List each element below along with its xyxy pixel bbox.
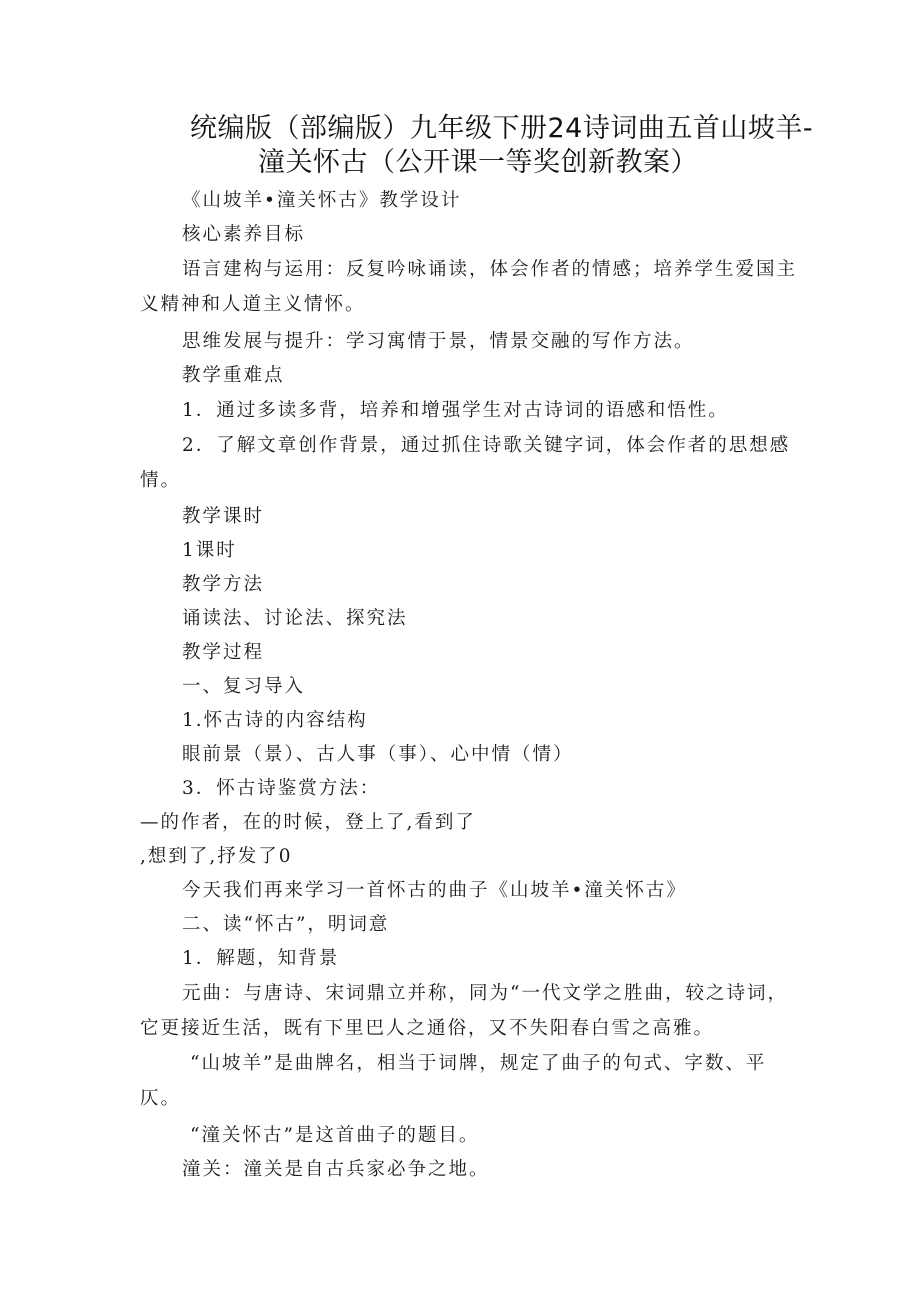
list-item: 1.怀古诗的内容结构 xyxy=(182,710,368,731)
section-heading: 教学课时 xyxy=(182,506,265,527)
paragraph: 潼关：潼关是自古兵家必争之地。 xyxy=(182,1159,490,1180)
paragraph: 元曲：与唐诗、宋词鼎立并称，同为“一代文学之胜曲，较之诗词， xyxy=(182,983,788,1004)
paragraph: 1课时 xyxy=(182,540,237,561)
subtitle: 《山坡羊•潼关怀古》教学设计 xyxy=(182,190,462,211)
paragraph-continuation: 义精神和人道主义情怀。 xyxy=(140,294,366,315)
paragraph: “山坡羊”是曲牌名，相当于词牌，规定了曲子的句式、字数、平 xyxy=(190,1053,767,1074)
subsection-heading: 一、复习导入 xyxy=(182,676,306,697)
section-heading: 教学方法 xyxy=(182,574,265,595)
paragraph-continuation: ,想到了,抒发了0 xyxy=(140,846,293,867)
paragraph: “潼关怀古”是这首曲子的题目。 xyxy=(190,1125,480,1146)
paragraph: 今天我们再来学习一首怀古的曲子《山坡羊•潼关怀古》 xyxy=(182,880,687,901)
paragraph-continuation: 仄。 xyxy=(140,1088,182,1109)
list-item: 3．怀古诗鉴赏方法： xyxy=(182,778,381,799)
paragraph: 诵读法、讨论法、探究法 xyxy=(182,608,408,629)
paragraph: —的作者，在的时候，登上了,看到了 xyxy=(140,812,476,833)
list-item: 2．了解文章创作背景，通过抓住诗歌关键字词，体会作者的思想感 xyxy=(182,435,791,456)
paragraph: 眼前景（景）、古人事（事）、心中情（情） xyxy=(182,744,574,765)
section-heading: 核心素养目标 xyxy=(182,224,306,245)
list-item: 1．解题，知背景 xyxy=(182,948,340,969)
list-item: 1．通过多读多背，培养和增强学生对古诗词的语感和悟性。 xyxy=(182,400,729,421)
document-title-line-2: 潼关怀古（公开课一等奖创新教案） xyxy=(258,147,698,178)
paragraph: 思维发展与提升：学习寓情于景，情景交融的写作方法。 xyxy=(182,331,695,352)
paragraph-continuation: 它更接近生活，既有下里巴人之通俗，又不失阳春白雪之高雅。 xyxy=(140,1018,715,1039)
list-item-continuation: 情。 xyxy=(140,470,182,491)
document-title-line-1: 统编版（部编版）九年级下册24诗词曲五首山坡羊- xyxy=(190,113,814,144)
subsection-heading: 二、读“怀古”，明词意 xyxy=(182,914,390,935)
section-heading: 教学重难点 xyxy=(182,365,285,386)
section-heading: 教学过程 xyxy=(182,642,265,663)
paragraph: 语言建构与运用：反复吟咏诵读，体会作者的情感；培养学生爱国主 xyxy=(182,259,798,280)
